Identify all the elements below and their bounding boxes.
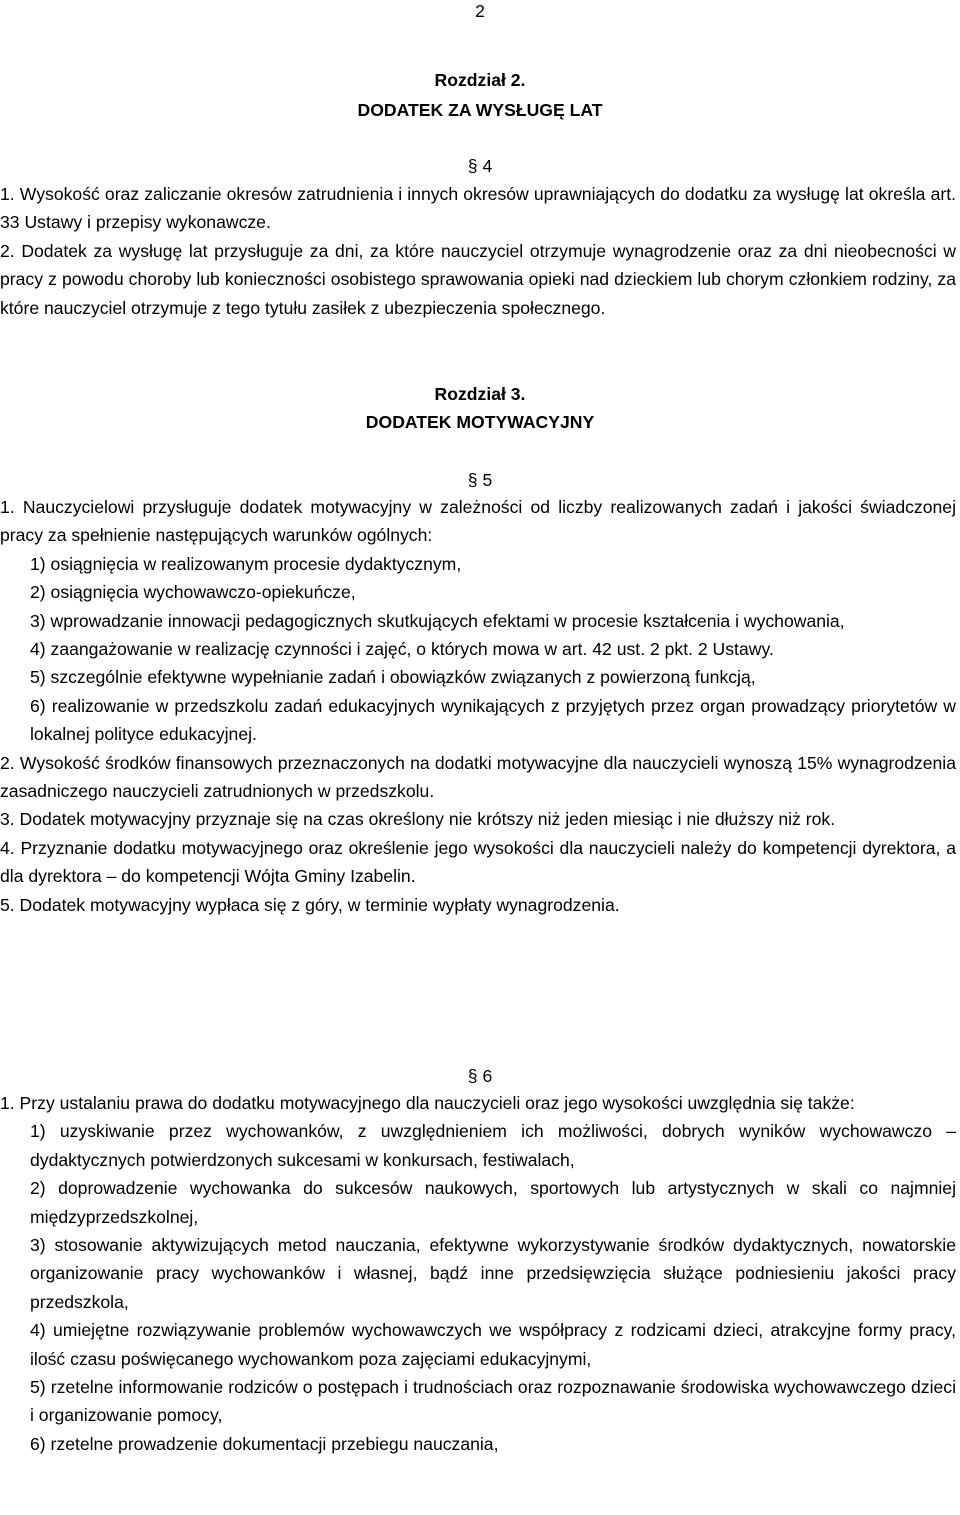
section-5-body: [0, 493, 956, 919]
section-5-point-2: 2. Wysokość środków finansowych przeznaczonych na dodatki motywacyjne dla nauczycieli wynoszą 15% wynagrodzenia zasadniczego nauczycieli zatrudnionych w przedszkolu.: [0, 752, 956, 802]
list-item: 4) zaangażowanie w realizację czynności i zajęć, o których mowa w art. 42 ust. 2 pkt. 2 Ustawy.: [30, 639, 774, 660]
list-item: 2) osiągnięcia wychowawczo-opiekuńcze,: [30, 582, 356, 603]
list-item: 3) stosowanie aktywizujących metod nauczania, efektywne wykorzystywanie środków dydaktycznych, nowatorskie organizowanie pracy wychowanków i własnej, bądź inne przedsięwzięcia służące podniesieniu jakości pracy przedszkola,: [30, 1235, 956, 1312]
section-4-body: [0, 180, 956, 322]
chapter-2-heading: Rozdział 2.: [434, 70, 526, 90]
chapter-3-heading: Rozdział 3.: [434, 384, 526, 404]
section-5-sign: § 5: [467, 470, 493, 490]
section-4-point-1: 1. Wysokość oraz zaliczanie okresów zatrudnienia i innych okresów uprawniających do dodatku za wysługę lat określa art. 33 Ustawy i przepisy wykonawcze.: [0, 184, 956, 233]
section-5-point-5: 5. Dodatek motywacyjny wypłaca się z góry, w terminie wypłaty wynagrodzenia.: [0, 894, 620, 915]
section-4-point-2: 2. Dodatek za wysługę lat przysługuje za dni, za które nauczyciel otrzymuje wynagrodzenie oraz za dni nieobecności w pracy z powodu choroby lub konieczności osobistego sprawowania opieki nad dzieckiem lub chorym członkiem rodziny, za które nauczyciel otrzymuje z tego tytułu zasiłek z ubezpieczenia społecznego.: [0, 240, 956, 318]
list-item: 5) szczególnie efektywne wypełnianie zadań i obowiązków związanych z powierzoną funkcją,: [30, 667, 756, 688]
list-item: 4) umiejętne rozwiązywanie problemów wychowawczych we współpracy z rodzicami dzieci, atrakcyjne formy pracy, ilość czasu poświęcanego wychowankom poza zajęciami edukacyjnymi,: [30, 1320, 956, 1369]
list-item: 6) realizowanie w przedszkolu zadań edukacyjnych wynikających z przyjętych przez organ prowadzący priorytetów w lokalnej polityce edukacyjnej.: [30, 695, 956, 745]
section-5-point-1: 1. Nauczycielowi przysługuje dodatek motywacyjny w zależności od liczby realizowanych zadań i jakości świadczonej pracy za spełnienie następujących warunków ogólnych:: [0, 497, 956, 546]
section-6-criteria-list: [0, 1117, 956, 1458]
section-4-sign: § 4: [467, 156, 493, 176]
section-6-sign: § 6: [467, 1066, 493, 1086]
section-6-body: [0, 1089, 956, 1458]
list-item: 5) rzetelne informowanie rodziców o postępach i trudnościach oraz rozpoznawanie środowiska wychowawczego dzieci i organizowanie pomocy,: [30, 1377, 956, 1426]
section-5-point-3: 3. Dodatek motywacyjny przyznaje się na czas określony nie krótszy niż jeden miesiąc i nie dłuższy niż rok.: [0, 809, 836, 830]
list-item: 1) osiągnięcia w realizowanym procesie dydaktycznym,: [30, 553, 462, 574]
page-number: 2: [475, 1, 485, 21]
section-6-point-1: 1. Przy ustalaniu prawa do dodatku motywacyjnego dla nauczycieli oraz jego wysokości uwzględnia się także:: [0, 1093, 855, 1113]
list-item: 6) rzetelne prowadzenie dokumentacji przebiegu nauczania,: [30, 1433, 499, 1454]
list-item: 2) doprowadzenie wychowanka do sukcesów naukowych, sportowych lub artystycznych w skali co najmniej międzyprzedszkolnej,: [30, 1178, 956, 1227]
list-item: 3) wprowadzanie innowacji pedagogicznych skutkujących efektami w procesie kształcenia i wychowania,: [30, 610, 845, 631]
list-item: 1) uzyskiwanie przez wychowanków, z uwzględnieniem ich możliwości, dobrych wyników wychowawczo – dydaktycznych potwierdzonych sukcesami w konkursach, festiwalach,: [30, 1121, 956, 1170]
section-5-point-4: 4. Przyznanie dodatku motywacyjnego oraz określenie jego wysokości dla nauczycieli należy do kompetencji dyrektora, a dla dyrektora – do kompetencji Wójta Gminy Izabelin.: [0, 837, 956, 887]
chapter-2-title: DODATEK ZA WYSŁUGĘ LAT: [357, 100, 603, 120]
section-5-conditions-list: [0, 550, 956, 749]
chapter-3-title: DODATEK MOTYWACYJNY: [365, 412, 595, 432]
